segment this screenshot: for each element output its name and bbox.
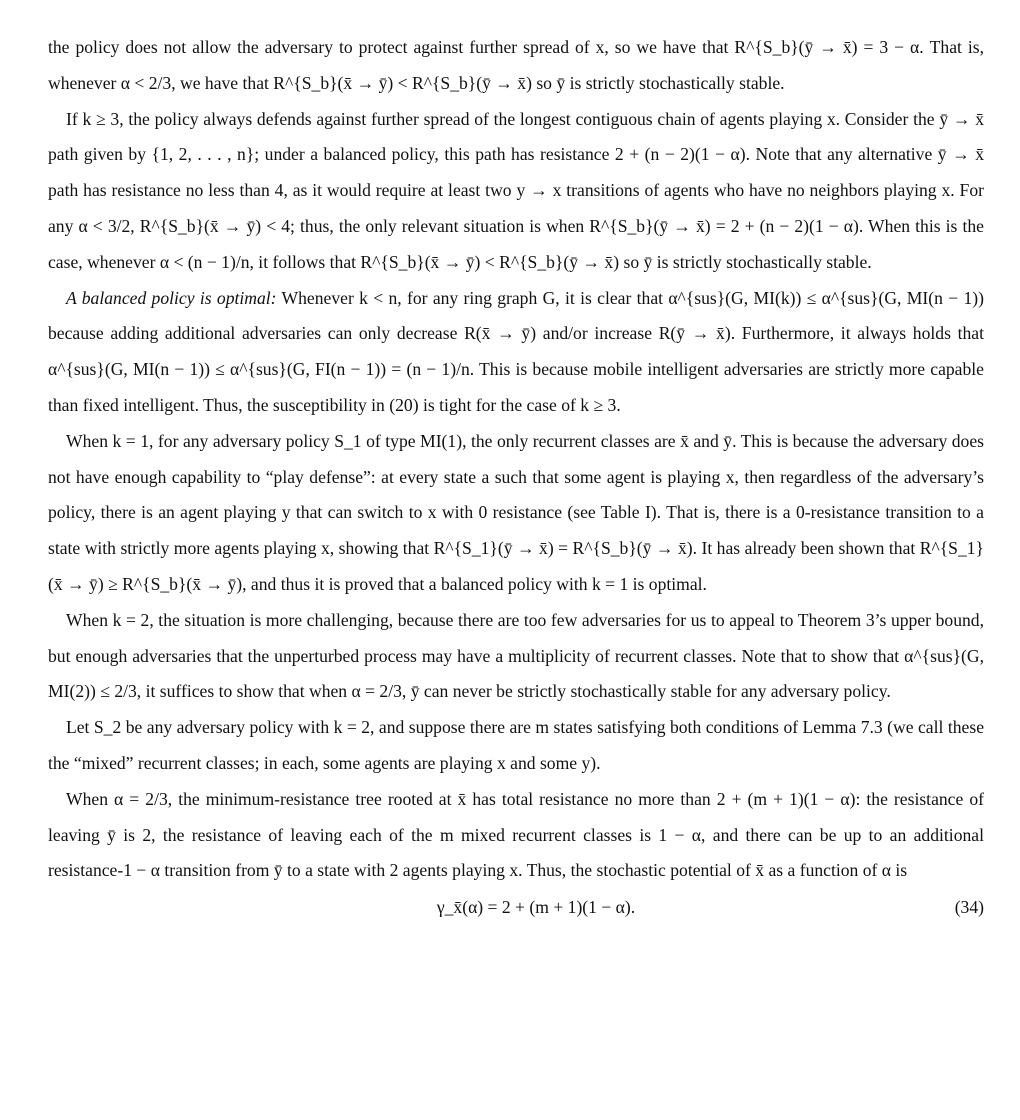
paragraph-7 — [48, 782, 984, 889]
paragraph-3-lead: A balanced policy is optimal: — [66, 287, 277, 308]
paragraph-2-text: If k ≥ 3, the policy always defends against further spread of the longest contiguous chain of agents playing x. Consider the ȳ → x̄ path given by {1, 2, . . . , n}; under a balanced policy, this path has resistance 2 + (n − 2)(1 − α). Note that any alternative ȳ → x̄ path has resistance no less than 4, as it would require at least two y → x transitions of agents who have no neighbors playing x. For any α < 3/2, R^{S_b}(x̄ → ȳ) < 4; thus, the only relevant situation is when R^{S_b}(ȳ → x̄) = 2 + (n − 2)(1 − α). When this is the case, whenever α < (n − 1)/n, it follows that R^{S_b}(x̄ → ȳ) < R^{S_b}(ȳ → x̄) so ȳ is strictly stochastically stable. — [48, 108, 984, 272]
equation-body: γ_x̄(α) = 2 + (m + 1)(1 − α). — [436, 897, 636, 918]
paragraph-3 — [48, 281, 984, 424]
paragraph-6-text: Let S_2 be any adversary policy with k = 2, and suppose there are m states satisfying both conditions of Lemma 7.3 (we call these the “mixed” recurrent classes; in each, some agents are playing x and some y). — [48, 717, 984, 773]
paragraph-7-text: When α = 2/3, the minimum-resistance tree rooted at x̄ has total resistance no more than 2 + (m + 1)(1 − α): the resistance of leaving ȳ is 2, the resistance of leaving each of the m mixed recurrent classes is 1 − α, and there can be up to an additional resistance-1 − α transition from ȳ to a state with 2 agents playing x. Thus, the stochastic potential of x̄ as a function of α is — [48, 788, 984, 881]
paragraph-5 — [48, 603, 984, 710]
equation-number: (34) — [954, 897, 984, 918]
paragraph-2 — [48, 102, 984, 281]
paragraph-1-text: the policy does not allow the adversary to protect against further spread of x, so we have that R^{S_b}(ȳ → x̄) = 3 − α. That is, whenever α < 2/3, we have that R^{S_b}(x̄ → ȳ) < R^{S_b}(ȳ → x̄) so ȳ is strictly stochastically stable. — [48, 37, 984, 93]
paragraph-5-text: When k = 2, the situation is more challenging, because there are too few adversaries for us to appeal to Theorem 3’s upper bound, but enough adversaries that the unperturbed process may have a multiplicity of recurrent classes. Note that to show that α^{sus}(G, MI(2)) ≤ 2/3, it suffices to show that when α = 2/3, ȳ can never be strictly stochastically stable for any adversary policy. — [48, 609, 984, 702]
paragraph-4-text: When k = 1, for any adversary policy S_1 of type MI(1), the only recurrent classes are x̄ and ȳ. This is because the adversary does not have enough capability to “play defense”: at every state a such that some agent is playing x, then regardless of the adversary’s policy, there is an agent playing y that can switch to x with 0 resistance (see Table I). That is, there is a 0-resistance transition to a state with strictly more agents playing x, showing that R^{S_1}(ȳ → x̄) = R^{S_b}(ȳ → x̄). It has already been shown that R^{S_1}(x̄ → ȳ) ≥ R^{S_b}(x̄ → ȳ), and thus it is proved that a balanced policy with k = 1 is optimal. — [48, 430, 984, 594]
paragraph-4 — [48, 424, 984, 603]
paragraph-1 — [48, 30, 984, 102]
paragraph-3-text: Whenever k < n, for any ring graph G, it is clear that α^{sus}(G, MI(k)) ≤ α^{sus}(G, MI(n − 1)) because adding additional adversaries can only decrease R(x̄ → ȳ) and/or increase R(ȳ → x̄). Furthermore, it always holds that α^{sus}(G, MI(n − 1)) ≤ α^{sus}(G, FI(n − 1)) = (n − 1)/n. This is because mobile intelligent adversaries are strictly more capable than fixed intelligent. Thus, the susceptibility in (20) is tight for the case of k ≥ 3. — [48, 287, 984, 415]
paragraph-6 — [48, 710, 984, 782]
equation-34 — [48, 889, 984, 925]
